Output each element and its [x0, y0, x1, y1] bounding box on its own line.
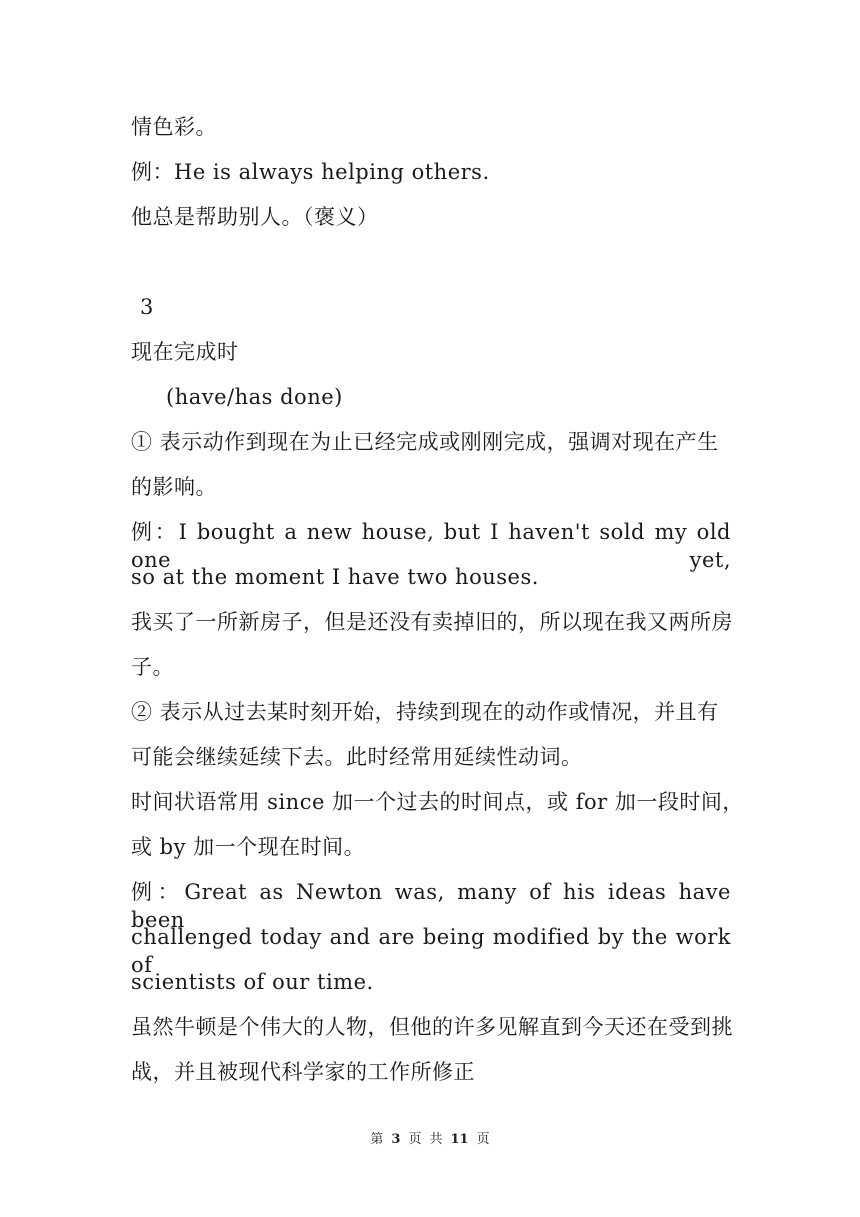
total-pages-number: 11: [450, 1132, 469, 1147]
footer-prefix: 第: [370, 1132, 384, 1147]
usage-point-2: ② 表示从过去某时刻开始，持续到现在的动作或情况，并且有: [131, 700, 719, 724]
section-heading: 现在完成时: [131, 340, 239, 364]
section-formula: (have/has done): [166, 385, 343, 409]
adverbial-note: 时间状语常用 since 加一个过去的时间点，或 for 加一段时间，: [131, 790, 744, 814]
example-line: 例：He is always helping others.: [131, 160, 490, 184]
current-page-number: 3: [391, 1132, 401, 1147]
text-line: 情色彩。: [131, 115, 217, 139]
example-line-cont: so at the moment I have two houses.: [131, 565, 539, 589]
usage-point-1: ① 表示动作到现在为止已经完成或刚刚完成，强调对现在产生: [131, 430, 719, 454]
example-line-cont: challenged today and are being modified by the work of: [131, 925, 731, 977]
translation-line: 虽然牛顿是个伟大的人物，但他的许多见解直到今天还在受到挑: [131, 1015, 733, 1039]
example-line: 例：I bought a new house, but I haven't sold my old one yet,: [131, 520, 731, 572]
usage-point-1-cont: 的影响。: [131, 475, 217, 499]
example-line-cont: scientists of our time.: [131, 970, 374, 994]
section-number: 3: [140, 295, 154, 319]
translation-line: 我买了一所新房子，但是还没有卖掉旧的，所以现在我又两所房: [131, 610, 733, 634]
adverbial-note-cont: 或 by 加一个现在时间。: [131, 835, 366, 859]
usage-point-2-cont: 可能会继续延续下去。此时经常用延续性动词。: [131, 745, 583, 769]
footer-page-word: 页: [408, 1132, 422, 1147]
translation-line-cont: 子。: [131, 655, 174, 679]
footer-suffix: 页: [476, 1132, 490, 1147]
translation-line-cont: 战，并且被现代科学家的工作所修正: [131, 1060, 475, 1084]
translation-line: 他总是帮助别人。（褒义）: [131, 205, 379, 229]
example-line: 例：Great as Newton was, many of his ideas have been: [131, 880, 731, 932]
page-footer: [0, 1128, 860, 1147]
footer-total-word: 共: [429, 1132, 443, 1147]
